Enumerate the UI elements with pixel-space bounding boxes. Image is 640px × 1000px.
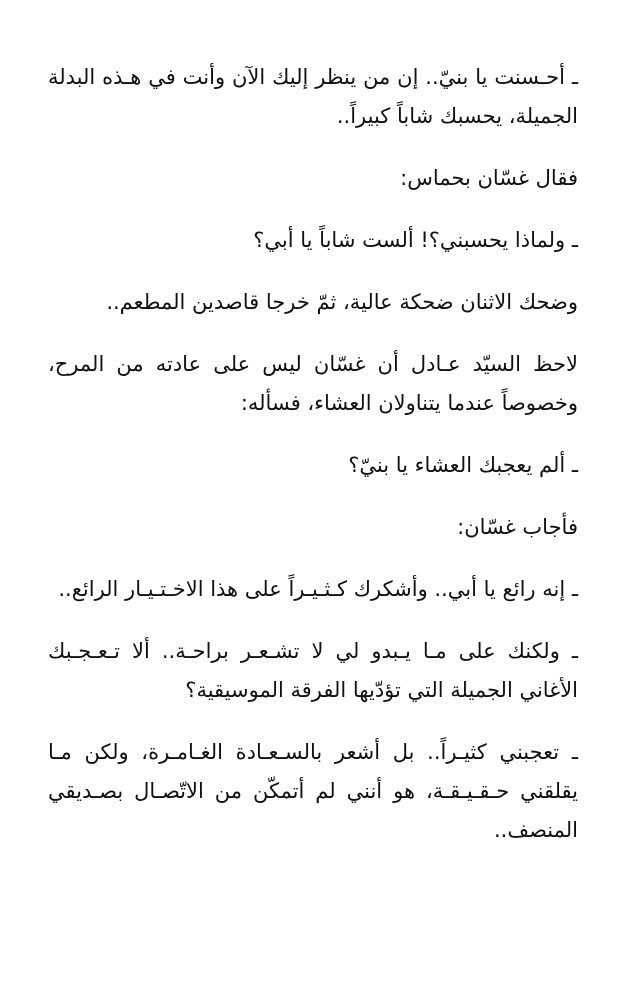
narration-line: فأجاب غسّان:	[457, 515, 578, 539]
narration-paragraph: لاحظ السيّد عـادل أن غسّان ليس على عادته من المرح، وخصوصاً عندما يتناولان العشاء، فسأله:	[48, 352, 578, 415]
dialogue-line: ـ ولماذا يحسبني؟! ألست شاباً يا أبي؟	[253, 228, 578, 252]
narration-line: فقال غسّان بحماس:	[400, 166, 578, 190]
dialogue-line: ـ ألم يعجبك العشاء يا بنيّ؟	[348, 453, 578, 477]
dialogue-line: ـ إنه رائع يا أبي.. وأشكرك كـثـيـراً على هذا الاخـتـيـار الرائع..	[58, 577, 578, 601]
dialogue-line: ـ ولكنك على مـا يـبدو لي لا تشـعـر براحـة.. ألا تـعـجـبك الأغاني الجميلة التي تؤدّيها الفرقة الموسيقية؟	[48, 639, 578, 702]
dialogue-line: ـ أحـسنت يا بنيّ.. إن من ينظر إليك الآن وأنت في هـذه البدلة الجميلة، يحسبك شاباً كبيراً..	[48, 65, 578, 128]
narration-line: وضحك الاثنان ضحكة عالية، ثمّ خرجا قاصدين المطعم..	[106, 290, 578, 314]
dialogue-line: ـ تعجبني كثيـراً.. بل أشعر بالسـعـادة الغـامـرة، ولكن مـا يقلقني حـقـيـقـة، هو أنني لم أتمكّن من الاتّصـال بصـديقي المنصف..	[48, 740, 578, 842]
